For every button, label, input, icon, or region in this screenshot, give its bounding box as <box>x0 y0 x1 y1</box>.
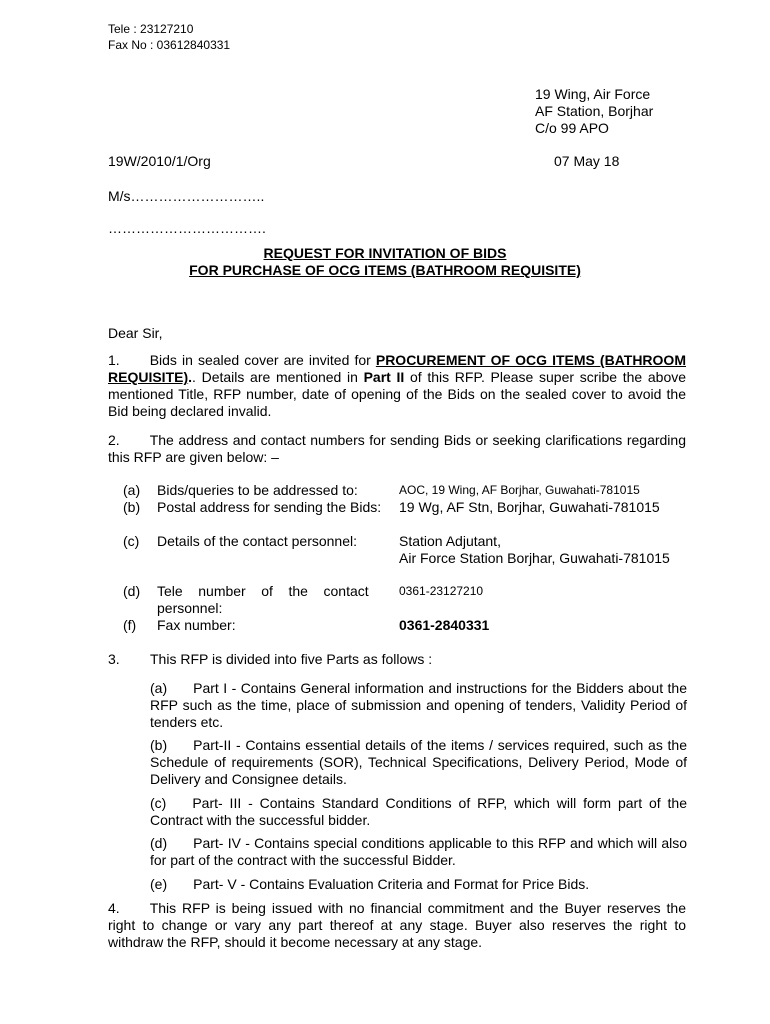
contact-c-value-2: Air Force Station Borjhar, Guwahati-781015 <box>399 550 670 566</box>
salutation: Dear Sir, <box>108 325 163 341</box>
address-line-1: 19 Wing, Air Force <box>535 86 651 102</box>
address-line-2: AF Station, Borjhar <box>535 103 654 119</box>
contact-d-label: (d) <box>123 583 141 599</box>
paragraph-3-number: 3. <box>108 651 120 667</box>
contact-f-value: 0361-2840331 <box>399 617 490 633</box>
part-d: (d) Part- IV - Contains special conditions applicable to this RFP and which will also for part of the contract with the successful Bidder. <box>150 835 687 868</box>
paragraph-2: 2. The address and contact numbers for sending Bids or seeking clarifications regarding this RFP are given below: – <box>108 432 686 465</box>
contact-d-desc-1: Tele number of the contact <box>157 583 369 599</box>
contact-c-label: (c) <box>123 533 140 549</box>
contact-c-value-1: Station Adjutant, <box>399 533 501 549</box>
paragraph-3-text: This RFP is divided into five Parts as follows : <box>150 651 433 667</box>
paragraph-4-number: 4. <box>108 900 120 916</box>
contact-c-desc: Details of the contact personnel: <box>157 533 358 549</box>
part-c: (c) Part- III - Contains Standard Conditions of RFP, which will form part of the Contract with the successful bidder. <box>150 795 687 828</box>
document-title-line-2: FOR PURCHASE OF OCG ITEMS (BATHROOM REQUISITE) <box>189 262 581 278</box>
contact-d-value: 0361-23127210 <box>399 584 484 598</box>
part-e: (e) Part- V - Contains Evaluation Criteria and Format for Price Bids. <box>150 876 590 892</box>
address-line-3: C/o 99 APO <box>535 120 609 136</box>
letter-date: 07 May 18 <box>554 153 620 169</box>
contact-d-desc-2: personnel: <box>157 600 223 616</box>
part-ii-ref: Part II <box>363 369 405 385</box>
contact-f-desc: Fax number: <box>157 617 236 633</box>
document-title-line-1: REQUEST FOR INVITATION OF BIDS <box>263 245 507 261</box>
paragraph-1-number: 1. <box>108 352 120 368</box>
procurement-title: PROCUREMENT OF OCG ITEMS (BATHROOM REQUISITE) <box>108 352 686 385</box>
contact-a-value: AOC, 19 Wing, AF Borjhar, Guwahati-781015 <box>399 483 640 497</box>
addressee-line-2: ……………………………. <box>108 220 266 236</box>
part-a: (a) Part I - Contains General information and instructions for the Bidders about the RFP such as the time, place of submission and opening of tenders, Validity Period of tenders etc. <box>150 680 687 730</box>
paragraph-2-number: 2. <box>108 432 120 448</box>
paragraph-1: 1. Bids in sealed cover are invited for PROCUREMENT OF OCG ITEMS (BATHROOM REQUISITE).. Details are mentioned in Part II of this RFP. Please super scribe the above mentioned Title, RFP number, date of opening of the Bids on the sealed cover to avoid the Bid being declared invalid. <box>108 352 687 419</box>
contact-b-desc: Postal address for sending the Bids: <box>157 499 382 515</box>
reference-number: 19W/2010/1/Org <box>108 153 211 169</box>
contact-b-value: 19 Wg, AF Stn, Borjhar, Guwahati-781015 <box>399 499 660 515</box>
paragraph-4: 4. This RFP is being issued with no financial commitment and the Buyer reserves the right to change or vary any part thereof at any stage. Buyer also reserves the right to withdraw the RFP, should it become necessary at any stage. <box>108 900 686 950</box>
header-tele: Tele : 23127210 <box>108 22 194 36</box>
header-fax: Fax No : 03612840331 <box>108 38 231 52</box>
part-b: (b) Part-II - Contains essential details of the items / services required, such as the Schedule of requirements (SOR), Technical Specifications, Delivery Period, Mode of Delivery and Consignee details. <box>150 737 687 787</box>
contact-a-label: (a) <box>123 482 141 498</box>
contact-b-label: (b) <box>123 499 141 515</box>
contact-f-label: (f) <box>123 617 137 633</box>
contact-a-desc: Bids/queries to be addressed to: <box>157 482 358 498</box>
addressee-line-1: M/s……………………….. <box>108 188 265 204</box>
